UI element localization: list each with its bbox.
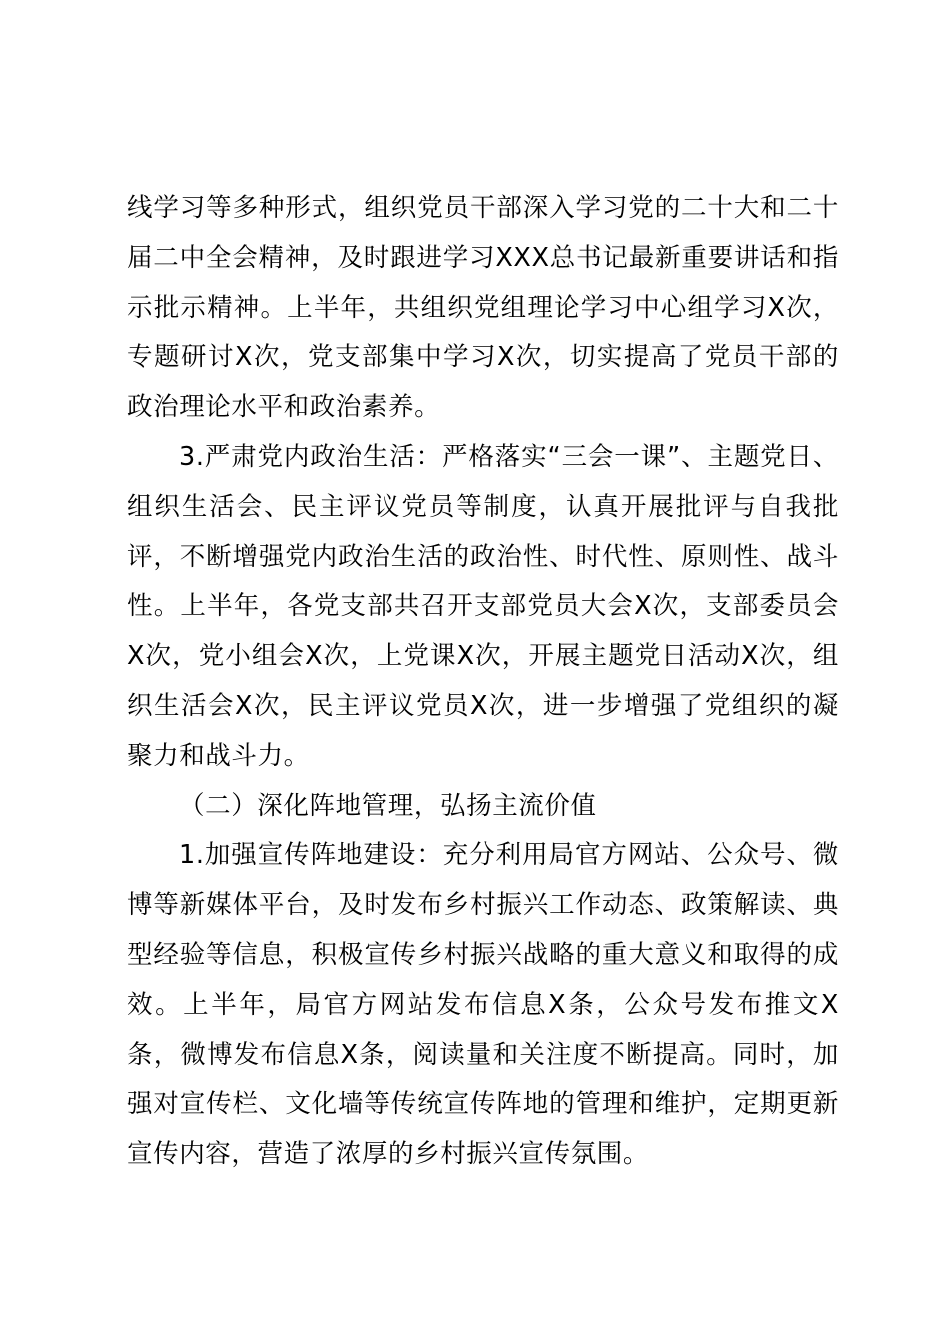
paragraph-publicity-position: 1.加强宣传阵地建设：充分利用局官方网站、公众号、微博等新媒体平台，及时发布乡村振兴工作动态、政策解读、典型经验等信息，积极宣传乡村振兴战略的重大意义和取得的成效。上半年，局官方网站发布信息X条，公众号发布推文X条，微博发布信息X条，阅读量和关注度不断提高。同时，加强对宣传栏、文化墙等传统宣传阵地的管理和维护，定期更新宣传内容，营造了浓厚的乡村振兴宣传氛围。 [127,840,839,1170]
paragraph-political-life: 3.严肃党内政治生活：严格落实“三会一课”、主题党日、组织生活会、民主评议党员等制度，认真开展批评与自我批评，不断增强党内政治生活的政治性、时代性、原则性、战斗性。上半年，各党支部共召开支部党员大会X次，支部委员会X次，党小组会X次，上党课X次，开展主题党日活动X次，组织生活会X次，民主评议党员X次，进一步增强了党组织的凝聚力和战斗力。 [127,441,839,771]
paragraph-study-continuation: 线学习等多种形式，组织党员干部深入学习党的二十大和二十届二中全会精神，及时跟进学习XXX总书记最新重要讲话和指示批示精神。上半年，共组织党组理论学习中心组学习X次，专题研讨X次，党支部集中学习X次，切实提高了党员干部的政治理论水平和政治素养。 [127,193,839,423]
section-heading-position-management: （二）深化阵地管理，弘扬主流价值 [179,790,597,821]
document-body [127,184,839,1180]
